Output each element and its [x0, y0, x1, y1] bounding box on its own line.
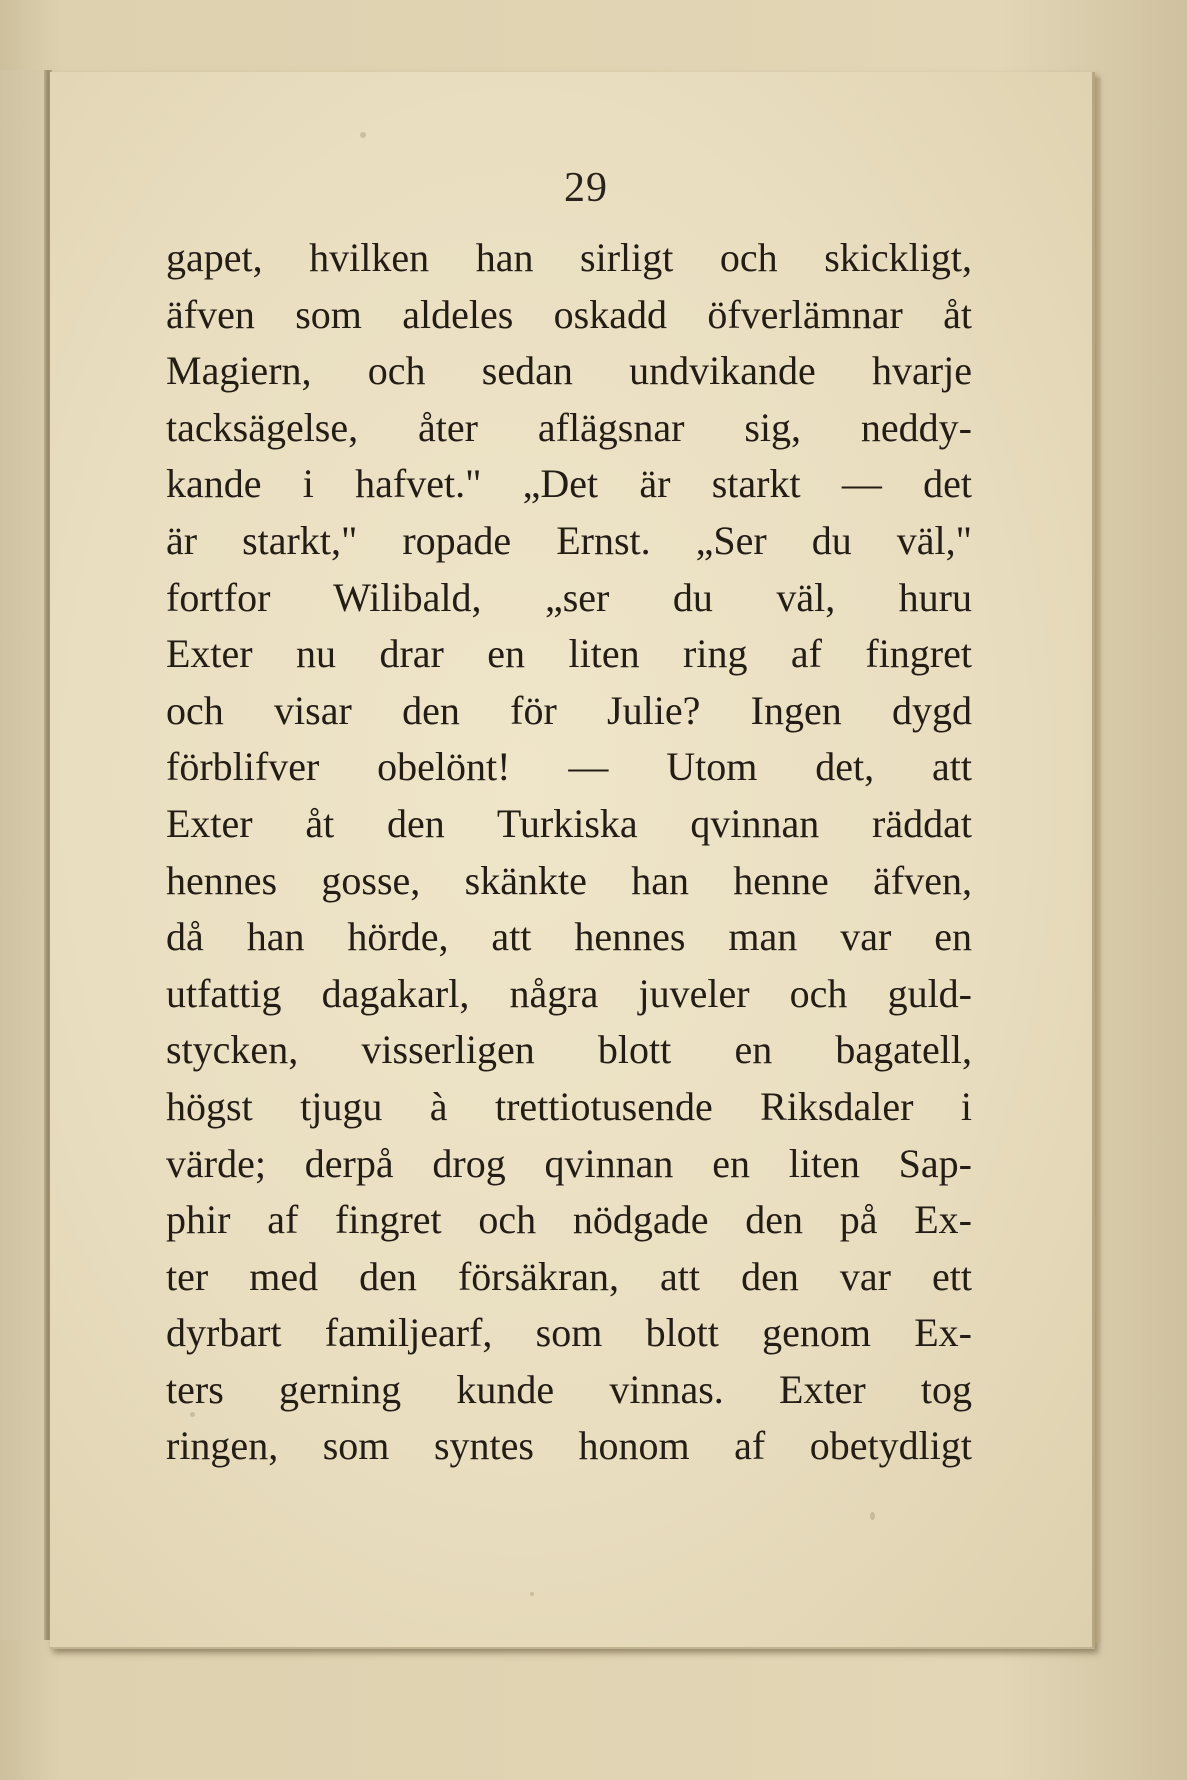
text-line: Exter nu drar en liten ring af fingret	[166, 631, 972, 677]
text-line: och visar den för Julie? Ingen dygd	[166, 687, 972, 733]
left-page-edge	[0, 70, 50, 1640]
page-edge-shadow	[1095, 78, 1101, 1643]
text-line: Magiern, och sedan undvikande hvarje	[166, 348, 972, 394]
foxing-spot	[530, 1592, 534, 1596]
text-line: förblifver obelönt! — Utom det, att	[166, 744, 972, 790]
text-line: ringen, som syntes honom af obetydligt	[166, 1423, 972, 1469]
text-line: äfven som aldeles oskadd öfverlämnar åt	[166, 291, 972, 337]
text-line: utfattig dagakarl, några juveler och guld-	[166, 970, 972, 1016]
text-line: värde; derpå drog qvinnan en liten Sap-	[166, 1140, 972, 1186]
text-line: tacksägelse, åter aflägsnar sig, neddy-	[166, 404, 972, 450]
text-line: Exter åt den Turkiska qvinnan räddat	[166, 800, 972, 846]
foxing-spot	[360, 132, 366, 138]
text-line: är starkt," ropade Ernst. „Ser du väl,"	[166, 517, 972, 563]
body-text	[166, 230, 972, 1475]
text-line: fortfor Wilibald, „ser du väl, huru	[166, 574, 972, 620]
page-number: 29	[564, 165, 608, 211]
book-page	[50, 72, 1095, 1649]
text-line: ter med den försäkran, att den var ett	[166, 1253, 972, 1299]
foxing-spot	[870, 1512, 875, 1520]
text-line: stycken, visserligen blott en bagatell,	[166, 1027, 972, 1073]
text-line: hennes gosse, skänkte han henne äfven,	[166, 857, 972, 903]
text-line: gapet, hvilken han sirligt och skickligt,	[166, 235, 972, 280]
foxing-spot	[190, 1412, 195, 1417]
text-line: ters gerning kunde vinnas. Exter tog	[166, 1366, 972, 1412]
text-line: dyrbart familjearf, som blott genom Ex-	[166, 1310, 972, 1356]
text-line: phir af fingret och nödgade den på Ex-	[166, 1197, 972, 1243]
text-line: högst tjugu à trettiotusende Riksdaler i	[166, 1083, 972, 1129]
text-line: kande i hafvet." „Det är starkt — det	[166, 461, 972, 507]
text-line: då han hörde, att hennes man var en	[166, 914, 972, 960]
